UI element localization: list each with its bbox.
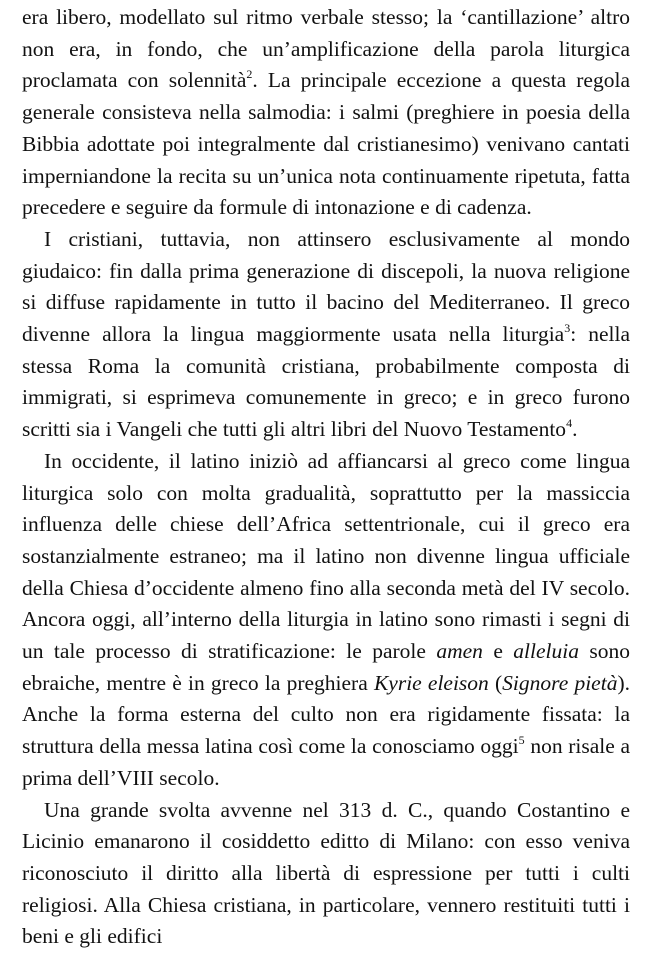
term-signore-pieta: Signore pietà	[502, 670, 618, 695]
footnote-ref-3: 3	[564, 321, 571, 336]
paragraph-text: era libero, modellato sul ritmo verbale stesso; la ‘cantillazione’ altro non era, in fondo, che un’amplificazione della parola liturgica proclamata con solennità	[22, 5, 630, 93]
term-alleluia: alleluia	[513, 639, 579, 664]
term-amen: amen	[436, 639, 483, 664]
paragraph-text: In occidente, il latino iniziò ad affiancarsi al greco come lingua liturgica solo con molta gradualità, soprattutto per la massiccia influenza delle chiese dell’Africa settentrionale, cui il greco era sostanzialmente estraneo; ma il latino non divenne lingua ufficiale della Chiesa d’occidente almeno fino alla seconda metà del IV secolo. Ancora oggi, all’interno della liturgia in latino sono rimasti i segni di un tale processo di stratificazione: le parole	[22, 448, 630, 664]
paragraph-text: non risale a prima dell’VIII secolo.	[22, 734, 630, 790]
paragraph-text: e	[482, 639, 514, 664]
paragraph-text: (	[488, 670, 503, 695]
paragraph-text: Una grande svolta avvenne nel 313 d. C., quando Costantino e Licinio emanarono il cosiddetto editto di Milano: con esso veniva riconosciuto il diritto alla libertà di espressione per tutti i culti religiosi. Alla Chiesa cristiana, in particolare, vennero restituiti tutti i beni e gli edifici	[22, 797, 630, 949]
paragraph-1	[22, 2, 630, 224]
document-page	[22, 2, 630, 953]
paragraph-text: : nella stessa Roma la comunità cristiana, probabilmente composta di immigrati, si esprimeva comunemente in greco; e in greco furono scritti sia i Vangeli che tutti gli altri libri del Nuovo Testamento	[22, 322, 630, 442]
paragraph-text: ). Anche la forma esterna del culto non era rigidamente fissata: la struttura della messa latina così come la conosciamo oggi	[22, 670, 630, 759]
paragraph-text: . La principale eccezione a questa regola generale consisteva nella salmodia: i salmi (preghiere in poesia della Bibbia adottate poi integralmente dal cristianesimo) venivano cantati imperniandone la recita su un’unica nota continuamente ripetuta, fatta precedere e seguire da formule di intonazione e di cadenza.	[22, 68, 630, 220]
paragraph-4	[22, 795, 630, 954]
paragraph-text: sono ebraiche, mentre è in greco la preghiera	[22, 639, 630, 695]
paragraph-2	[22, 224, 630, 446]
term-kyrie-eleison: Kyrie eleison	[373, 670, 489, 695]
footnote-ref-5: 5	[518, 733, 525, 748]
footnote-ref-4: 4	[566, 416, 573, 431]
paragraph-text: .	[572, 417, 578, 442]
paragraph-text: I cristiani, tuttavia, non attinsero esclusivamente al mondo giudaico: fin dalla prima generazione di discepoli, la nuova religione si diffuse rapidamente in tutto il bacino del Mediterraneo. Il greco divenne allora la lingua maggiormente usata nella liturgia	[22, 226, 630, 347]
paragraph-3	[22, 446, 630, 795]
footnote-ref-2: 2	[246, 67, 253, 82]
